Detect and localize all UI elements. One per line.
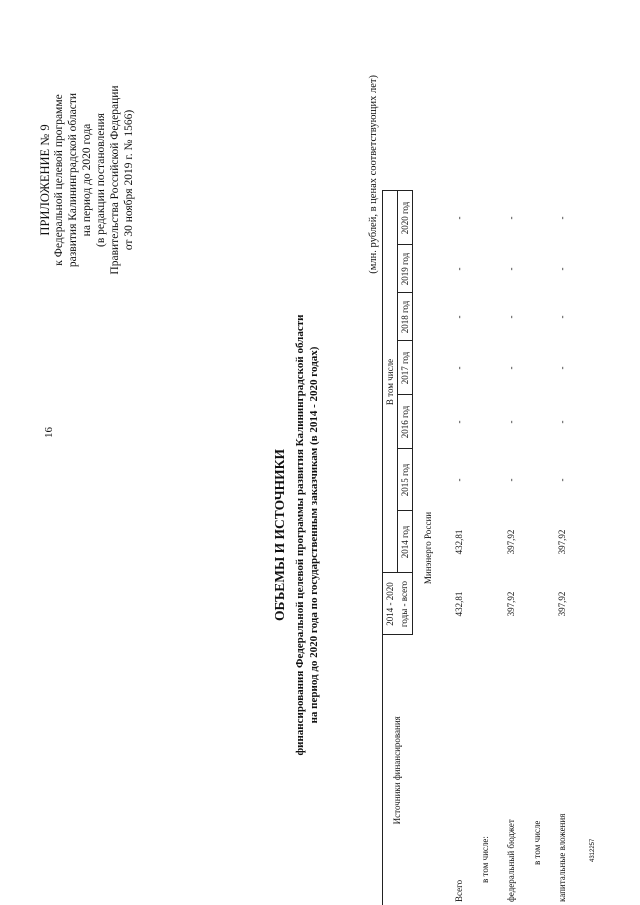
cell-value: -: [505, 315, 516, 319]
header-year: 2019 год: [398, 245, 413, 293]
row-total-value: 397,92: [556, 591, 567, 617]
cell-value: -: [505, 478, 516, 482]
cell-value: -: [453, 478, 464, 482]
header-year: 2018 год: [398, 293, 413, 341]
cell-value: -: [505, 366, 516, 370]
appendix-line: на период до 2020 года: [81, 123, 93, 237]
cell-value: -: [505, 216, 516, 220]
cell-value: -: [505, 267, 516, 271]
cell-value: 432,81: [453, 529, 464, 555]
appendix-line: (в редакции постановления: [95, 113, 107, 247]
cell-value: -: [453, 216, 464, 220]
document-title-line: на период до 2020 года по государственным заказчикам (в 2014 - 2020 годах): [308, 346, 320, 724]
cell-value: -: [556, 478, 567, 482]
row-label: в том числе: [531, 820, 542, 865]
unit-note: (млн. рублей, в ценах соответствующих лет): [368, 75, 379, 274]
cell-value: -: [453, 315, 464, 319]
cell-value: -: [453, 420, 464, 424]
cell-value: -: [556, 420, 567, 424]
cell-value: -: [505, 420, 516, 424]
header-total-line1: 2014 - 2020: [383, 573, 398, 635]
document-title-line: финансирования Федеральной целевой программы развития Калининградской области: [294, 314, 306, 756]
header-year: 2016 год: [398, 395, 413, 449]
cell-value: -: [556, 315, 567, 319]
cell-value: -: [453, 366, 464, 370]
appendix-title: ПРИЛОЖЕНИЕ № 9: [38, 124, 52, 236]
document-title-main: ОБЪЕМЫ И ИСТОЧНИКИ: [272, 449, 287, 621]
table-row: [547, 191, 577, 905]
ministry-name: Минэнерго России: [422, 511, 433, 585]
header-year: 2020 год: [398, 191, 413, 245]
row-label: в том числе:: [479, 836, 490, 883]
header-year: 2014 год: [398, 511, 413, 573]
financing-table: [382, 191, 577, 905]
appendix-line: развития Калининградской области: [67, 92, 79, 268]
header-source: Источники финансирования: [383, 635, 413, 905]
table-row: [495, 191, 527, 905]
appendix-line: Правительства Российской Федерации: [109, 85, 121, 275]
appendix-line: к Федеральной целевой программе: [53, 94, 65, 266]
cell-value: -: [556, 366, 567, 370]
table-row: [475, 191, 495, 905]
cell-value: -: [556, 216, 567, 220]
document-title: [273, 165, 321, 905]
page-number: 16: [43, 427, 55, 438]
row-label: Всего: [453, 879, 464, 902]
cell-value: -: [556, 267, 567, 271]
cell-value: 397,92: [556, 529, 567, 555]
cell-value: 397,92: [505, 529, 516, 555]
row-label: федеральный бюджет: [505, 819, 516, 902]
row-total-value: 432,81: [453, 591, 464, 617]
document-stamp-number: 4312257: [590, 838, 596, 862]
cell-value: -: [453, 267, 464, 271]
row-label: капитальные вложения: [556, 813, 567, 902]
row-total-value: 397,92: [505, 591, 516, 617]
rotated-landscape-sheet: [28, 15, 618, 905]
header-year: 2015 год: [398, 449, 413, 511]
table-row: [443, 191, 475, 905]
appendix-line: от 30 ноября 2019 г. № 1566): [123, 109, 135, 251]
appendix-header: [38, 25, 136, 335]
header-including: В том числе: [383, 191, 398, 573]
table-row: [527, 191, 547, 905]
header-year: 2017 год: [398, 341, 413, 395]
header-total-line2: годы - всего: [398, 573, 413, 635]
